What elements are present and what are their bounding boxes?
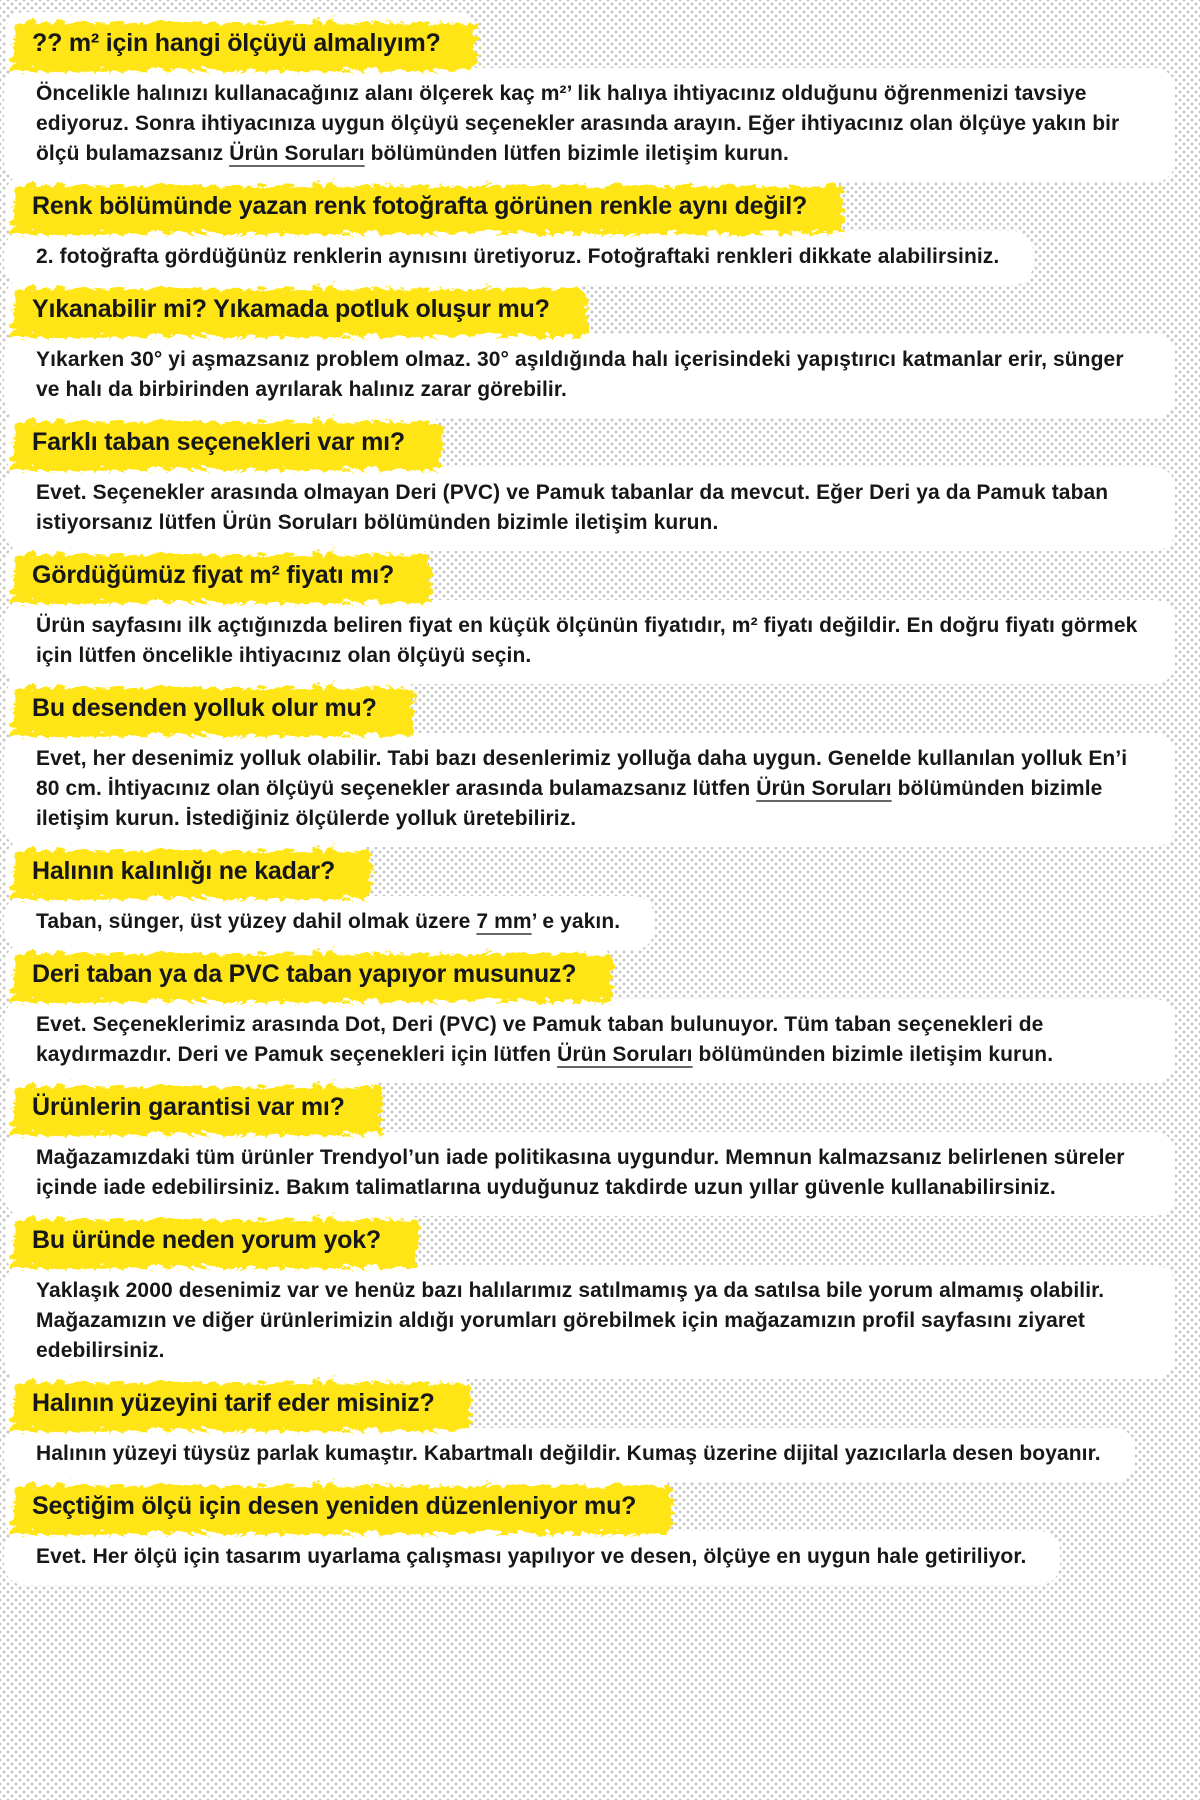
answer-panel (12, 904, 646, 942)
faq-question-text: Ürünlerin garantisi var mı? (32, 1093, 345, 1121)
answer-text-segment: Mağazamızdaki tüm ürünler Trendyol’un iade politikasına uygundur. Memnun kalmazsanız belirlenen süreler içinde iade edebilirsiniz. Bakım talimatlarına uyduğunuz takdirde uzun yıllar güvenle kullanabilirsiniz. (36, 1146, 1125, 1199)
answer-panel (12, 1007, 1167, 1075)
faq-item (12, 286, 1200, 410)
answer-text-segment: Öncelikle halınızı kullanacağınız alanı ölçerek kaç m²’ lik halıya ihtiyacınız olduğunu öğrenmenizi tavsiye ediyoruz. Sonra ihtiyacınıza uygun ölçüyü seçenekler arasında arayın. Eğer ihtiyacınız olan ölçüye yakın bir ölçü bulamazsanız (36, 82, 1120, 165)
faq-question (14, 552, 420, 600)
faq-item (12, 685, 1200, 839)
faq-question-text: Halının kalınlığı ne kadar? (32, 857, 336, 885)
answer-panel (12, 475, 1167, 543)
faq-question-text: Bu üründe neden yorum yok? (32, 1226, 381, 1254)
answer-panel (12, 1436, 1127, 1474)
question-highlight-panel (14, 286, 576, 334)
faq-item (12, 1483, 1200, 1577)
faq-item (12, 419, 1200, 543)
underlined-reference-text: Ürün Soruları (557, 1043, 693, 1066)
faq-answer (36, 79, 1141, 169)
question-highlight-panel (14, 1380, 461, 1428)
faq-question-text: Farklı taban seçenekleri var mı? (32, 428, 405, 456)
answer-text-segment: Halının yüzeyi tüysüz parlak kumaştır. Kabartmalı değildir. Kumaş üzerine dijital yazıcılarla desen boyanır. (36, 1442, 1101, 1465)
answer-text-segment: 2. fotoğrafta gördüğünüz renklerin aynısını üretiyoruz. Fotoğraftaki renkleri dikkate alabilirsiniz. (36, 245, 1000, 268)
faq-question (14, 20, 467, 68)
faq-question (14, 1084, 371, 1132)
answer-text-segment: Evet, her desenimiz yolluk olabilir. Tabi bazı desenlerimiz yolluğa daha uygun. Genelde kullanılan yolluk En’i 80 cm. İhtiyacınız olan ölçüyü seçenekler arasında bulamazsanız lütfen (36, 747, 1128, 800)
faq-question (14, 419, 431, 467)
answer-text-segment: bölümünden lütfen bizimle iletişim kurun. (364, 142, 789, 165)
answer-panel (12, 239, 1025, 277)
faq-item (12, 552, 1200, 676)
underlined-reference-text: Ürün Soruları (229, 142, 365, 165)
faq-answer (36, 1542, 1026, 1572)
answer-text-segment: Evet. Her ölçü için tasarım uyarlama çalışması yapılıyor ve desen, ölçüye en uygun hale getiriliyor. (36, 1545, 1027, 1568)
faq-question (14, 848, 361, 896)
faq-item (12, 1084, 1200, 1208)
faq-question (14, 685, 403, 733)
question-highlight-panel (14, 848, 361, 896)
answer-panel (12, 741, 1167, 839)
faq-item (12, 1380, 1200, 1474)
question-highlight-panel (14, 183, 833, 231)
faq-item (12, 951, 1200, 1075)
faq-question (14, 1380, 461, 1428)
question-highlight-panel (14, 552, 420, 600)
question-highlight-panel (14, 1084, 371, 1132)
answer-panel (12, 76, 1167, 174)
underlined-reference-text: Ürün Soruları (756, 777, 892, 800)
faq-question (14, 951, 602, 999)
answer-text-segment: Yıkarken 30° yi aşmazsanız problem olmaz. 30° aşıldığında halı içerisindeki yapıştırıcı katmanlar erir, sünger ve halı da birbirinden ayrılarak halınız zarar görebilir. (36, 348, 1124, 401)
faq-answer (36, 1143, 1141, 1203)
faq-question-text: ?? m² için hangi ölçüyü almalıyım? (32, 29, 441, 57)
faq-question (14, 1217, 407, 1265)
faq-question-text: Yıkanabilir mi? Yıkamada potluk oluşur mu? (32, 295, 550, 323)
answer-panel (12, 608, 1167, 676)
answer-text-segment: Evet. Seçenekler arasında olmayan Deri (PVC) ve Pamuk tabanlar da mevcut. Eğer Deri ya da Pamuk taban istiyorsanız lütfen Ürün Soruları bölümünden bizimle iletişim kurun. (36, 481, 1109, 534)
question-highlight-panel (14, 20, 467, 68)
answer-text-segment: Ürün sayfasını ilk açtığınızda beliren fiyat en küçük ölçünün fiyatıdır, m² fiyatı değildir. En doğru fiyatı görmek için lütfen öncelikle ihtiyacınız olan ölçüyü seçin. (36, 614, 1138, 667)
faq-question-text: Renk bölümünde yazan renk fotoğrafta görünen renkle aynı değil? (32, 192, 808, 220)
faq-answer (36, 1439, 1101, 1469)
answer-text-segment: bölümünden bizimle iletişim kurun. İstediğiniz ölçülerde yolluk üretebiliriz. (36, 777, 1103, 830)
faq-question (14, 183, 833, 231)
faq-question-text: Seçtiğim ölçü için desen yeniden düzenleniyor mu? (32, 1492, 637, 1520)
question-highlight-panel (14, 1217, 407, 1265)
question-highlight-panel (14, 1483, 662, 1531)
question-highlight-panel (14, 685, 403, 733)
answer-panel (12, 1140, 1167, 1208)
underlined-reference-text: 7 mm (476, 910, 532, 933)
faq-answer (36, 345, 1141, 405)
answer-text-segment: Yaklaşık 2000 desenimiz var ve henüz bazı halılarımız satılmamış ya da satılsa bile yorum almamış olabilir. Mağazamızın ve diğer ürünlerimizin aldığı yorumları görebilmek için mağazamızın profil sayfasını ziyaret edebilirsiniz. (36, 1279, 1105, 1362)
faq-item (12, 183, 1200, 277)
answer-panel (12, 1273, 1167, 1371)
answer-text-segment: bölümünden bizimle iletişim kurun. (692, 1043, 1054, 1066)
question-highlight-panel (14, 419, 431, 467)
faq-question (14, 286, 576, 334)
faq-item (12, 848, 1200, 942)
faq-answer (36, 907, 620, 937)
faq-answer (36, 611, 1141, 671)
faq-answer (36, 1010, 1141, 1070)
faq-question-text: Deri taban ya da PVC taban yapıyor musunuz? (32, 960, 577, 988)
faq-answer (36, 744, 1141, 834)
faq-answer (36, 242, 999, 272)
faq-question-text: Bu desenden yolluk olur mu? (32, 694, 377, 722)
faq-answer (36, 1276, 1141, 1366)
answer-text-segment: Evet. Seçeneklerimiz arasında Dot, Deri (PVC) ve Pamuk taban bulunuyor. Tüm taban seçenekleri de kaydırmazdır. Deri ve Pamuk seçenekleri için lütfen (36, 1013, 1044, 1066)
faq-question-text: Halının yüzeyini tarif eder misiniz? (32, 1389, 435, 1417)
faq-question-text: Gördüğümüz fiyat m² fiyatı mı? (32, 561, 395, 589)
answer-panel (12, 342, 1167, 410)
answer-text-segment: ’ e yakın. (531, 910, 621, 933)
question-highlight-panel (14, 951, 602, 999)
answer-text-segment: Taban, sünger, üst yüzey dahil olmak üzere (36, 910, 477, 933)
faq-answer (36, 478, 1141, 538)
faq-item (12, 20, 1200, 174)
faq-question (14, 1483, 662, 1531)
answer-panel (12, 1539, 1052, 1577)
faq-item (12, 1217, 1200, 1371)
